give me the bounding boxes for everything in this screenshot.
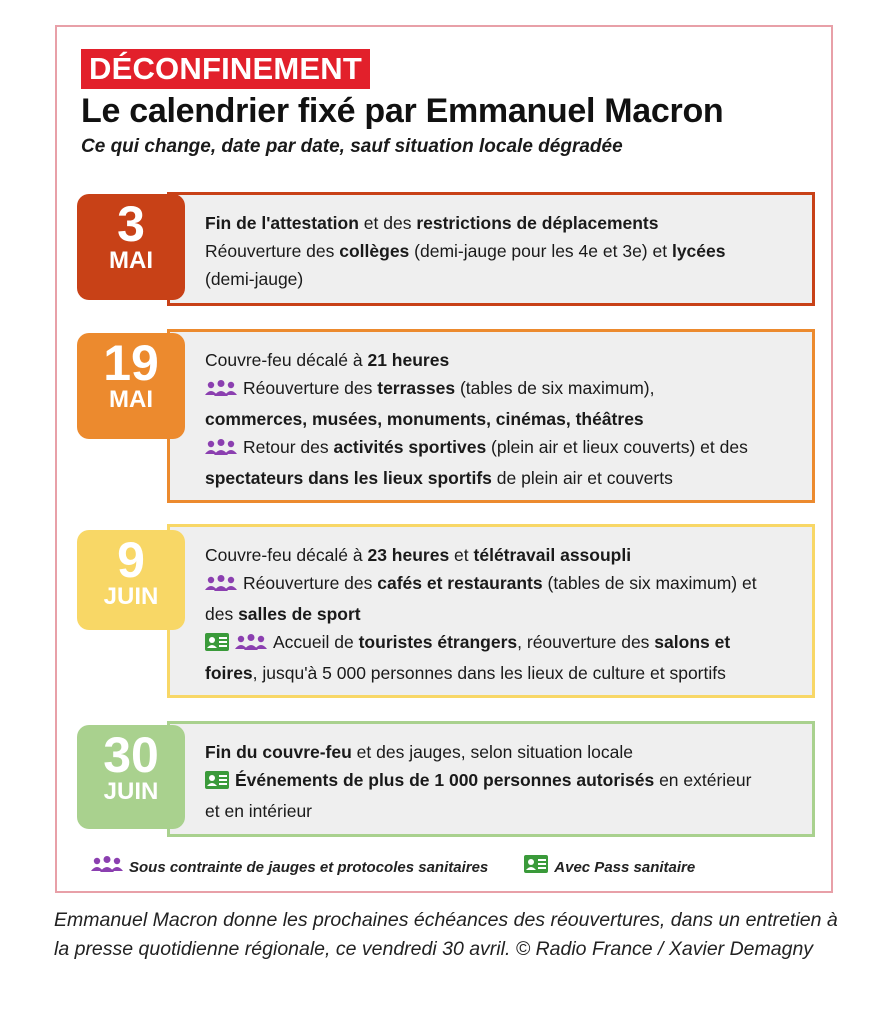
text: Réouverture des [205, 241, 340, 261]
bold-text: restrictions de déplacements [416, 213, 659, 233]
date-month: JUIN [103, 583, 159, 610]
text: Accueil de [273, 632, 359, 652]
text: (plein air et lieux couverts) et des [486, 437, 748, 457]
event-line [205, 265, 800, 293]
people-icon [205, 377, 237, 405]
bold-text: Fin du couvre-feu [205, 742, 352, 762]
pass-icon [524, 855, 548, 880]
text: et [449, 545, 474, 565]
event-line [205, 237, 800, 265]
bold-text: activités sportives [333, 437, 487, 457]
image-caption: Emmanuel Macron donne les prochaines échéances des réouvertures, dans un entretien à la presse quotidienne régionale, ce vendredi 30 avril. © Radio France / Xavier Demagny [54, 909, 838, 960]
event-text [205, 541, 800, 687]
text: Réouverture des [243, 378, 378, 398]
text: en extérieur [654, 770, 752, 790]
bold-text: spectateurs dans les lieux sportifs [205, 468, 492, 488]
bold-text: cafés et restaurants [377, 573, 543, 593]
date-badge-30-juin [77, 725, 185, 829]
date-badge-19-mai [77, 333, 185, 439]
event-line [205, 628, 800, 659]
date-day: 9 [117, 532, 145, 588]
event-box-19-mai [167, 329, 815, 503]
text: et en intérieur [205, 801, 313, 821]
text: , réouverture des [517, 632, 655, 652]
date-month: MAI [109, 247, 153, 274]
bold-text: foires [205, 663, 253, 683]
event-line [205, 405, 800, 433]
event-box-30-juin [167, 721, 815, 837]
people-icon [205, 572, 237, 600]
date-day: 30 [103, 727, 159, 783]
text: (demi-jauge pour les 4e et 3e) et [409, 241, 672, 261]
legend-pass-label: Avec Pass sanitaire [554, 858, 696, 876]
text: (demi-jauge) [205, 269, 304, 289]
bold-text: collèges [339, 241, 410, 261]
event-line [205, 541, 800, 569]
bold-text: 23 heures [367, 545, 450, 565]
date-month: JUIN [103, 778, 159, 805]
event-line [205, 766, 800, 797]
bold-text: terrasses [377, 378, 456, 398]
bold-text: Événements de plus de 1 000 personnes autorisés [235, 770, 655, 790]
bold-text: commerces, musées, monuments, cinémas, théâtres [205, 409, 644, 429]
event-line [205, 374, 800, 405]
text: Réouverture des [243, 573, 378, 593]
infographic-title: Le calendrier fixé par Emmanuel Macron [81, 92, 724, 130]
date-month: MAI [109, 386, 153, 413]
text: des [205, 604, 239, 624]
legend [91, 855, 731, 880]
people-icon [235, 631, 267, 659]
event-box-9-juin [167, 524, 815, 698]
legend-gauge-label: Sous contrainte de jauges et protocoles sanitaires [129, 858, 489, 876]
event-line [205, 346, 800, 374]
text: et des [358, 213, 417, 233]
bold-text: lycées [671, 241, 726, 261]
bold-text: touristes étrangers [358, 632, 518, 652]
text: de plein air et couverts [491, 468, 673, 488]
text: (tables de six maximum), [455, 378, 655, 398]
event-line [205, 464, 800, 492]
event-line [205, 797, 800, 825]
bold-text: 21 heures [367, 350, 450, 370]
pass-icon [205, 631, 229, 659]
event-line [205, 433, 800, 464]
event-line [205, 659, 800, 687]
date-day: 19 [103, 335, 159, 391]
text: Couvre-feu décalé à [205, 545, 368, 565]
bold-text: salles de sport [238, 604, 361, 624]
infographic-subtitle: Ce qui change, date par date, sauf situation locale dégradée [81, 136, 623, 157]
event-line [205, 738, 800, 766]
event-line [205, 209, 800, 237]
event-line [205, 600, 800, 628]
section-tag: DÉCONFINEMENT [81, 49, 370, 89]
event-text [205, 346, 800, 492]
pass-icon [205, 769, 229, 797]
event-line [205, 569, 800, 600]
legend-item-pass [524, 855, 695, 880]
text: Retour des [243, 437, 334, 457]
event-text [205, 738, 800, 825]
people-icon [91, 855, 123, 880]
people-icon [205, 436, 237, 464]
bold-text: télétravail assoupli [473, 545, 632, 565]
text: (tables de six maximum) et [542, 573, 757, 593]
bold-text: salons et [654, 632, 731, 652]
event-text [205, 209, 800, 293]
text: , jusqu'à 5 000 personnes dans les lieux de culture et sportifs [252, 663, 726, 683]
text: Couvre-feu décalé à [205, 350, 368, 370]
date-badge-9-juin [77, 530, 185, 630]
infographic-card [55, 25, 833, 893]
legend-item-gauge [91, 855, 488, 880]
date-day: 3 [117, 196, 145, 252]
event-box-3-mai [167, 192, 815, 306]
bold-text: Fin de l'attestation [205, 213, 359, 233]
date-badge-3-mai [77, 194, 185, 300]
text: et des jauges, selon situation locale [351, 742, 633, 762]
